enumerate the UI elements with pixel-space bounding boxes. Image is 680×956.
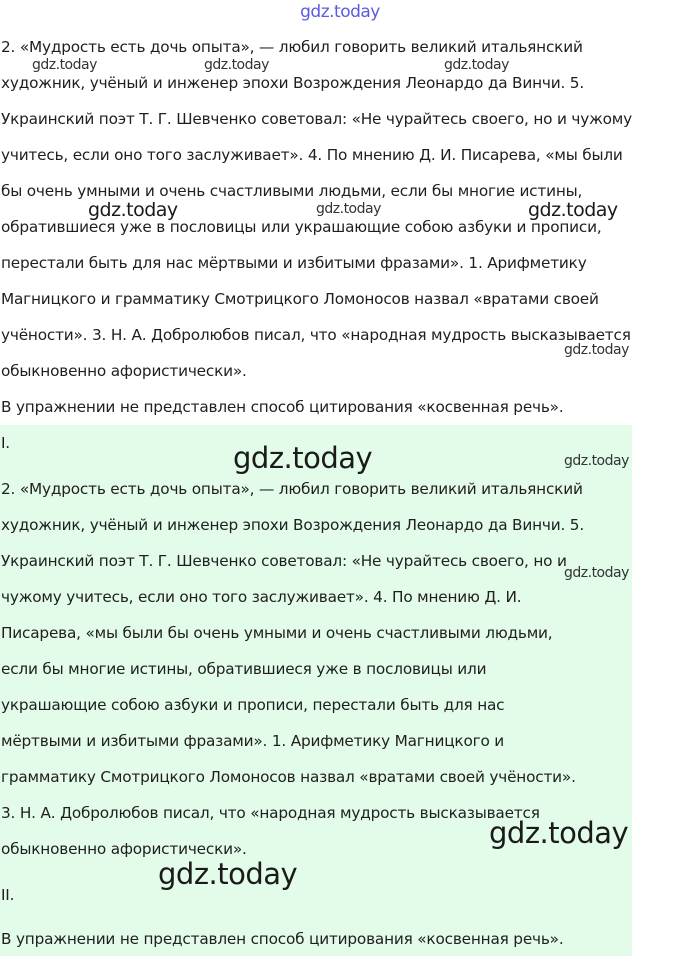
text-line: 2. «Мудрость есть дочь опыта», — любил говорить великий итальянский [1, 38, 583, 56]
watermark: gdz.today [564, 342, 629, 358]
text-line: учёности». 3. Н. А. Добролюбов писал, что «народная мудрость высказывается [1, 326, 631, 344]
text-line: учитесь, если оно того заслуживает». 4. По мнению Д. И. Писарева, «мы были [1, 146, 623, 164]
text-line: бы очень умными и очень счастливыми людьми, если бы многие истины, [1, 182, 583, 200]
text-line: обратившиеся уже в пословицы или украшающие собою азбуки и прописи, [1, 218, 602, 236]
answer-line: 2. «Мудрость есть дочь опыта», — любил говорить великий итальянский [1, 480, 583, 498]
part-label: I. [1, 434, 10, 452]
answer-block [0, 425, 632, 956]
watermark: gdz.today [204, 57, 269, 73]
text-line: В упражнении не представлен способ цитирования «косвенная речь». [1, 398, 564, 416]
text-line: Украинский поэт Т. Г. Шевченко советовал: «Не чурайтесь своего, но и чужому [1, 110, 633, 128]
watermark: gdz.today [528, 199, 618, 221]
text-line: перестали быть для нас мёртвыми и избитыми фразами». 1. Арифметику [1, 254, 587, 272]
watermark: gdz.today [316, 201, 381, 217]
text-line: обыкновенно афористически». [1, 362, 247, 380]
answer-line: обыкновенно афористически». [1, 840, 247, 858]
watermark: gdz.today [564, 453, 629, 469]
watermark: gdz.today [32, 57, 97, 73]
watermark: gdz.today [444, 57, 509, 73]
watermark: gdz.today [233, 441, 373, 475]
answer-line: В упражнении не представлен способ цитирования «косвенная речь». [1, 930, 564, 948]
text-line: Магницкого и грамматику Смотрицкого Ломоносов назвал «вратами своей [1, 290, 599, 308]
answer-line: 3. Н. А. Добролюбов писал, что «народная мудрость высказывается [1, 804, 540, 822]
answer-line: грамматику Смотрицкого Ломоносов назвал «вратами своей учёности». [1, 768, 576, 786]
part-label: II. [1, 886, 15, 904]
answer-line: чужому учитесь, если оно того заслуживает». 4. По мнению Д. И. [1, 588, 522, 606]
watermark: gdz.today [489, 816, 629, 850]
watermark: gdz.today [88, 199, 178, 221]
text-line: художник, учёный и инженер эпохи Возрождения Леонардо да Винчи. 5. [1, 74, 584, 92]
watermark: gdz.today [564, 565, 629, 581]
answer-line: если бы многие истины, обратившиеся уже в пословицы или [1, 660, 487, 678]
watermark: gdz.today [158, 857, 298, 891]
answer-line: художник, учёный и инженер эпохи Возрождения Леонардо да Винчи. 5. [1, 516, 584, 534]
answer-line: Писарева, «мы были бы очень умными и очень счастливыми людьми, [1, 624, 553, 642]
answer-line: Украинский поэт Т. Г. Шевченко советовал: «Не чурайтесь своего, но и [1, 552, 567, 570]
answer-line: мёртвыми и избитыми фразами». 1. Арифметику Магницкого и [1, 732, 505, 750]
answer-line: украшающие собою азбуки и прописи, перестали быть для нас [1, 696, 505, 714]
site-logo-link[interactable]: gdz.today [300, 2, 380, 22]
